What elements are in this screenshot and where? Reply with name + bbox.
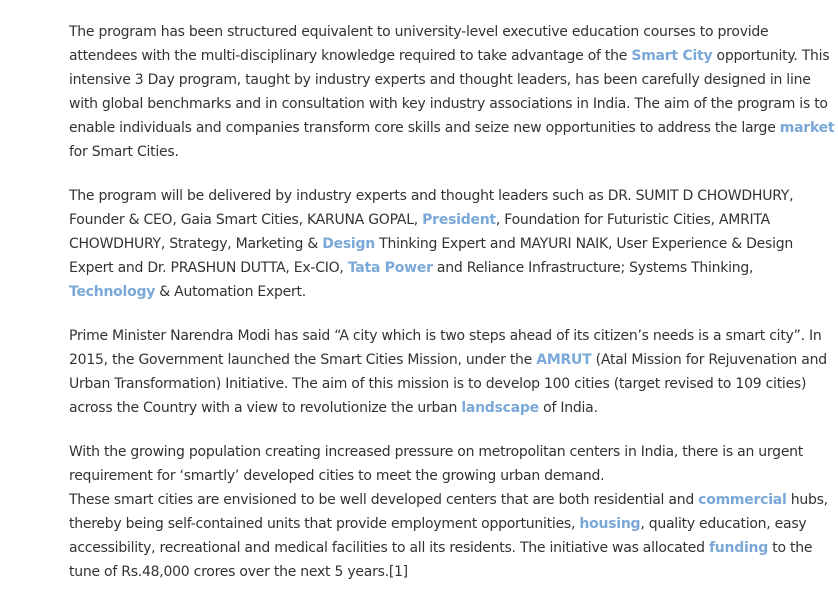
link-landscape[interactable]: landscape <box>461 400 539 416</box>
text-run: , quality education, easy accessibility, recreational and medical facilities to all its residents. The initiative was allocated <box>69 516 807 556</box>
link-amrut[interactable]: AMRUT <box>536 352 592 368</box>
text-run: & Automation Expert. <box>155 284 306 300</box>
text-run: opportunity. This intensive 3 Day program, taught by industry experts and thought leaders, has been carefully designed in line with global benchmarks and in consultation with key industry associations in India. The aim of the program is to enable individuals and companies transform core skills and seize new opportunities to address the large <box>69 48 830 136</box>
text-run: to the tune of Rs.48,000 crores over the next 5 years.[1] <box>69 540 813 580</box>
text-run: and Reliance Infrastructure; Systems Thinking, <box>432 260 754 276</box>
text-run: These smart cities are envisioned to be well developed centers that are both residential and <box>69 492 699 508</box>
text-run: With the growing population creating increased pressure on metropolitan centers in India, there is an urgent requirement for ‘smartly’ developed cities to meet the growing urban demand. <box>69 444 804 484</box>
link-smart-city[interactable]: Smart City <box>631 48 713 64</box>
link-tata-power[interactable]: Tata Power <box>347 260 433 276</box>
link-technology[interactable]: Technology <box>69 284 156 300</box>
text-run: for Smart Cities. <box>69 144 179 160</box>
link-president[interactable]: President <box>422 212 496 228</box>
text-run: The program will be delivered by industry experts and thought leaders such as DR. SUMIT D CHOWDHURY, Founder & CEO, Gaia Smart Cities, KARUNA GOPAL, <box>69 188 794 228</box>
link-design[interactable]: Design <box>322 236 375 252</box>
link-funding[interactable]: funding <box>708 540 769 556</box>
text-run: hubs, thereby being self-contained units that provide employment opportunities, <box>69 492 828 532</box>
text-run: , Foundation for Futuristic Cities, AMRITA CHOWDHURY, Strategy, Marketing & <box>69 212 770 252</box>
link-housing[interactable]: housing <box>579 516 641 532</box>
paragraph-smart-cities-mission <box>69 324 835 420</box>
text-run: Prime Minister Narendra Modi has said “A city which is two steps ahead of its citizen’s needs is a smart city”. In 2015, the Government launched the Smart Cities Mission, under the <box>69 328 822 368</box>
link-commercial[interactable]: commercial <box>698 492 787 508</box>
text-run: (Atal Mission for Rejuvenation and Urban Transformation) Initiative. The aim of this mission is to develop 100 cities (target revised to 109 cities) across the Country with a view to revolutionize the urban <box>69 352 827 416</box>
paragraph-urban-demand <box>69 440 835 584</box>
paragraph-program-experts <box>69 184 835 304</box>
article-body <box>69 20 835 604</box>
text-run: Thinking Expert and MAYURI NAIK, User Experience & Design Expert and Dr. PRASHUN DUTTA, Ex-CIO, <box>69 236 793 276</box>
text-run: of India. <box>538 400 598 416</box>
paragraph-program-structure <box>69 20 835 164</box>
link-market[interactable]: market <box>779 120 835 136</box>
text-run: The program has been structured equivalent to university-level executive education courses to provide attendees with the multi-disciplinary knowledge required to take advantage of the <box>69 24 769 64</box>
